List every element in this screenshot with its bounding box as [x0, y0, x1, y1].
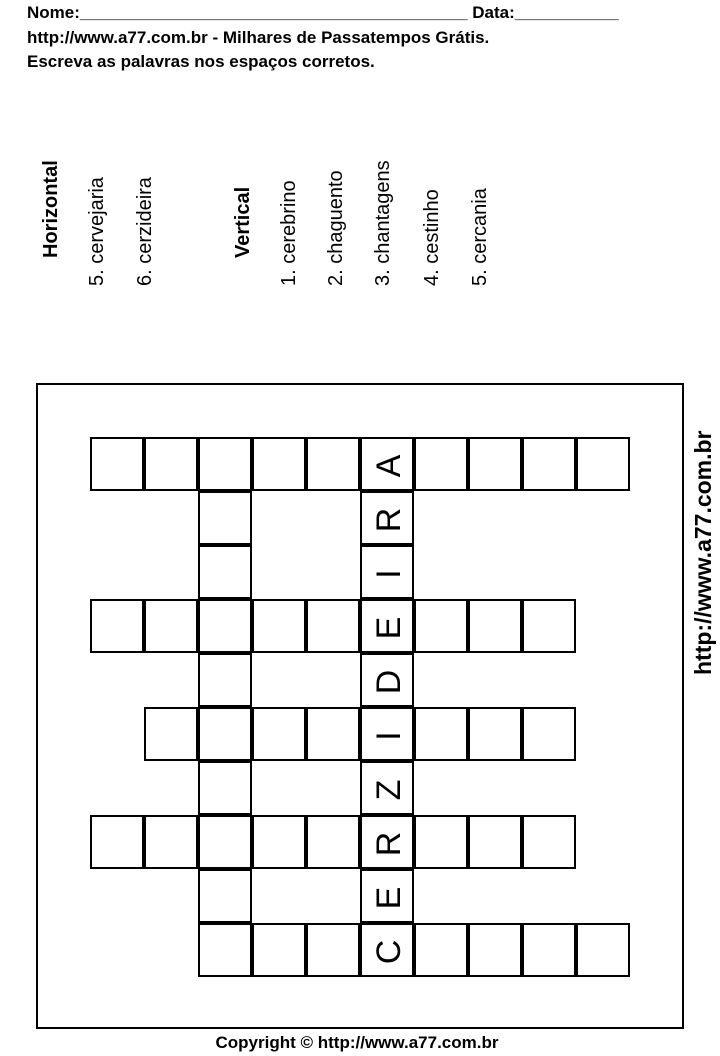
crossword-cell[interactable] [144, 815, 198, 869]
crossword-cell[interactable] [522, 437, 576, 491]
horizontal-title: Horizontal [40, 160, 62, 258]
crossword-cell[interactable] [144, 599, 198, 653]
crossword-cell[interactable] [90, 437, 144, 491]
copyright: Copyright © http://www.a77.com.br [215, 1033, 499, 1052]
crossword-cell[interactable] [90, 815, 144, 869]
vertical-clue: 4. cestinho [421, 189, 443, 286]
crossword-cell[interactable] [198, 761, 252, 815]
crossword-cell[interactable] [576, 923, 630, 977]
horizontal-clue: 5. cervejaria [86, 177, 108, 286]
crossword-cell[interactable] [360, 707, 414, 761]
horizontal-clue: 6. cerzideira [134, 177, 156, 286]
crossword-cell[interactable] [522, 815, 576, 869]
cell-letter: A [369, 454, 408, 478]
cell-letter: I [369, 731, 408, 741]
crossword-cell[interactable] [360, 599, 414, 653]
crossword-cell[interactable] [252, 599, 306, 653]
crossword-cell[interactable] [468, 707, 522, 761]
crossword-cell[interactable] [468, 815, 522, 869]
crossword-cell[interactable] [468, 923, 522, 977]
cell-letter: R [369, 831, 408, 857]
name-date-line: Nome:_________________________________________ Data:___________ [27, 3, 619, 22]
cell-letter: E [369, 616, 408, 640]
crossword-cell[interactable] [414, 707, 468, 761]
crossword-cell[interactable] [252, 815, 306, 869]
crossword-cell[interactable] [198, 653, 252, 707]
crossword-cell[interactable] [522, 599, 576, 653]
crossword-cell[interactable] [306, 923, 360, 977]
crossword-cell[interactable] [198, 815, 252, 869]
crossword-cell[interactable] [198, 869, 252, 923]
crossword-cell[interactable] [252, 923, 306, 977]
crossword-cell[interactable] [414, 437, 468, 491]
vertical-clue: 3. chantagens [372, 160, 394, 286]
vertical-title: Vertical [232, 186, 254, 258]
crossword-cell[interactable] [198, 707, 252, 761]
crossword-cell[interactable] [360, 545, 414, 599]
crossword-cell[interactable] [306, 599, 360, 653]
crossword-cell[interactable] [414, 815, 468, 869]
cell-letter: E [369, 886, 408, 910]
cell-letter: R [369, 507, 408, 533]
cell-letter: Z [369, 779, 408, 801]
crossword-cell[interactable] [252, 707, 306, 761]
crossword-cell[interactable] [576, 437, 630, 491]
vertical-clue: 1. cerebrino [278, 180, 300, 286]
crossword-cell[interactable] [90, 599, 144, 653]
crossword-cell[interactable] [144, 707, 198, 761]
crossword-cell[interactable] [360, 869, 414, 923]
vertical-clue: 2. chaguento [325, 170, 347, 286]
site-title: http://www.a77.com.br - Milhares de Passatempos Grátis. [27, 28, 490, 47]
cell-letter: C [369, 939, 408, 965]
instructions: Escreva as palavras nos espaços corretos. [27, 52, 375, 71]
crossword-cell[interactable] [468, 599, 522, 653]
crossword-cell[interactable] [360, 653, 414, 707]
crossword-cell[interactable] [306, 815, 360, 869]
crossword-cell[interactable] [198, 491, 252, 545]
cell-letter: I [369, 569, 408, 579]
crossword-cell[interactable] [360, 491, 414, 545]
crossword-cell[interactable] [252, 437, 306, 491]
crossword-cell[interactable] [414, 599, 468, 653]
crossword-cell[interactable] [360, 815, 414, 869]
crossword-cell[interactable] [306, 707, 360, 761]
crossword-cell[interactable] [468, 437, 522, 491]
side-url: http://www.a77.com.br [690, 430, 716, 675]
crossword-cell[interactable] [522, 923, 576, 977]
crossword-cell[interactable] [198, 923, 252, 977]
cell-letter: D [369, 669, 408, 695]
crossword-cell[interactable] [360, 923, 414, 977]
vertical-clue: 5. cercania [469, 188, 491, 286]
crossword-cell[interactable] [198, 545, 252, 599]
crossword-cell[interactable] [198, 437, 252, 491]
crossword-cell[interactable] [360, 761, 414, 815]
crossword-cell[interactable] [198, 599, 252, 653]
crossword-cell[interactable] [522, 707, 576, 761]
crossword-cell[interactable] [144, 437, 198, 491]
crossword-cell[interactable] [414, 923, 468, 977]
crossword-cell[interactable] [306, 437, 360, 491]
crossword-cell[interactable] [360, 437, 414, 491]
